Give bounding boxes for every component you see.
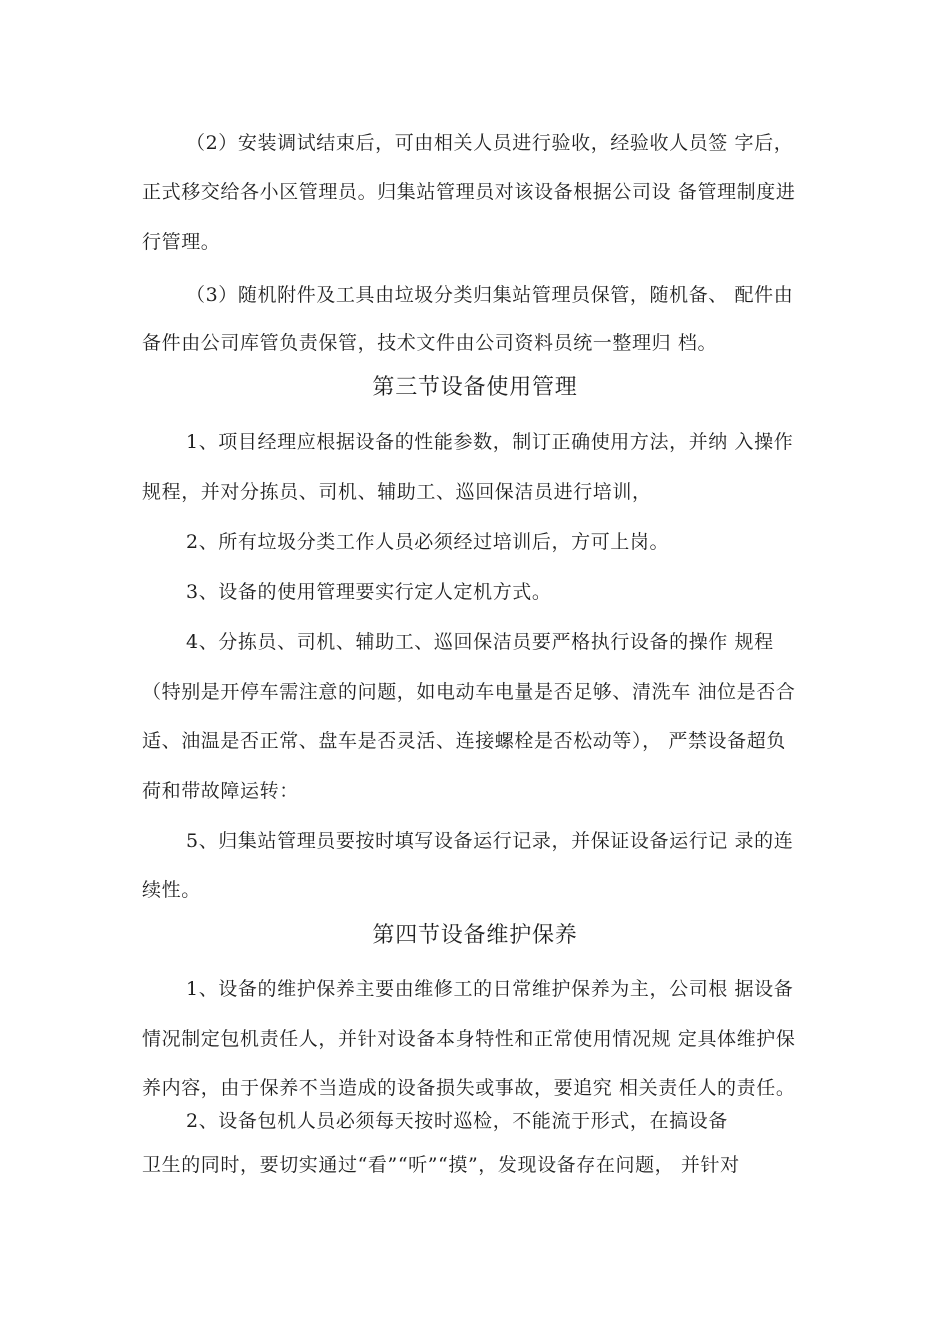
paragraph-line: 养内容，由于保养不当造成的设备损失或事故，要追究 相关责任人的责任。 (142, 1077, 796, 1099)
paragraph-line: 1、设备的维护保养主要由维修工的日常维护保养为主，公司根 据设备 (186, 978, 794, 1000)
paragraph-line: 规程，并对分拣员、司机、辅助工、巡回保洁员进行培训， (142, 481, 652, 503)
paragraph-line: 1、项目经理应根据设备的性能参数，制订正确使用方法，并纳 入操作 (186, 431, 794, 453)
paragraph-line: 情况制定包机责任人，并针对设备本身特性和正常使用情况规 定具体维护保 (142, 1028, 796, 1050)
paragraph-line: 行管理。 (142, 231, 221, 253)
paragraph-line: （2）安装调试结束后，可由相关人员进行验收，经验收人员签 字后， (186, 132, 794, 154)
paragraph-line: 正式移交给各小区管理员。归集站管理员对该设备根据公司设 备管理制度进 (142, 181, 796, 203)
paragraph-line: 4、分拣员、司机、辅助工、巡回保洁员要严格执行设备的操作 规程 (186, 631, 774, 653)
paragraph-line: 卫生的同时，要切实通过“看”“听”“摸”，发现设备存在问题， 并针对 (142, 1154, 740, 1176)
paragraph-line: 3、设备的使用管理要实行定人定机方式。 (186, 581, 552, 603)
paragraph-line: （特别是开停车需注意的问题，如电动车电量是否足够、清洗车 油位是否合 (142, 681, 796, 703)
paragraph-line: 适、油温是否正常、盘车是否灵活、连接螺栓是否松动等）， 严禁设备超负 (142, 730, 786, 752)
paragraph-line: 2、设备包机人员必须每天按时巡检，不能流于形式，在搞设备 (186, 1110, 728, 1132)
section-heading: 第四节设备维护保养 (372, 923, 578, 948)
section-heading: 第三节设备使用管理 (372, 375, 578, 400)
paragraph-line: 荷和带故障运转： (142, 780, 299, 802)
paragraph-line: 续性。 (142, 879, 201, 901)
paragraph-line: 2、所有垃圾分类工作人员必须经过培训后，方可上岗。 (186, 531, 670, 553)
paragraph-line: 备件由公司库管负责保管，技术文件由公司资料员统一整理归 档。 (142, 332, 718, 354)
paragraph-line: （3）随机附件及工具由垃圾分类归集站管理员保管，随机备、 配件由 (186, 284, 794, 306)
paragraph-line: 5、归集站管理员要按时填写设备运行记录，并保证设备运行记 录的连 (186, 830, 794, 852)
